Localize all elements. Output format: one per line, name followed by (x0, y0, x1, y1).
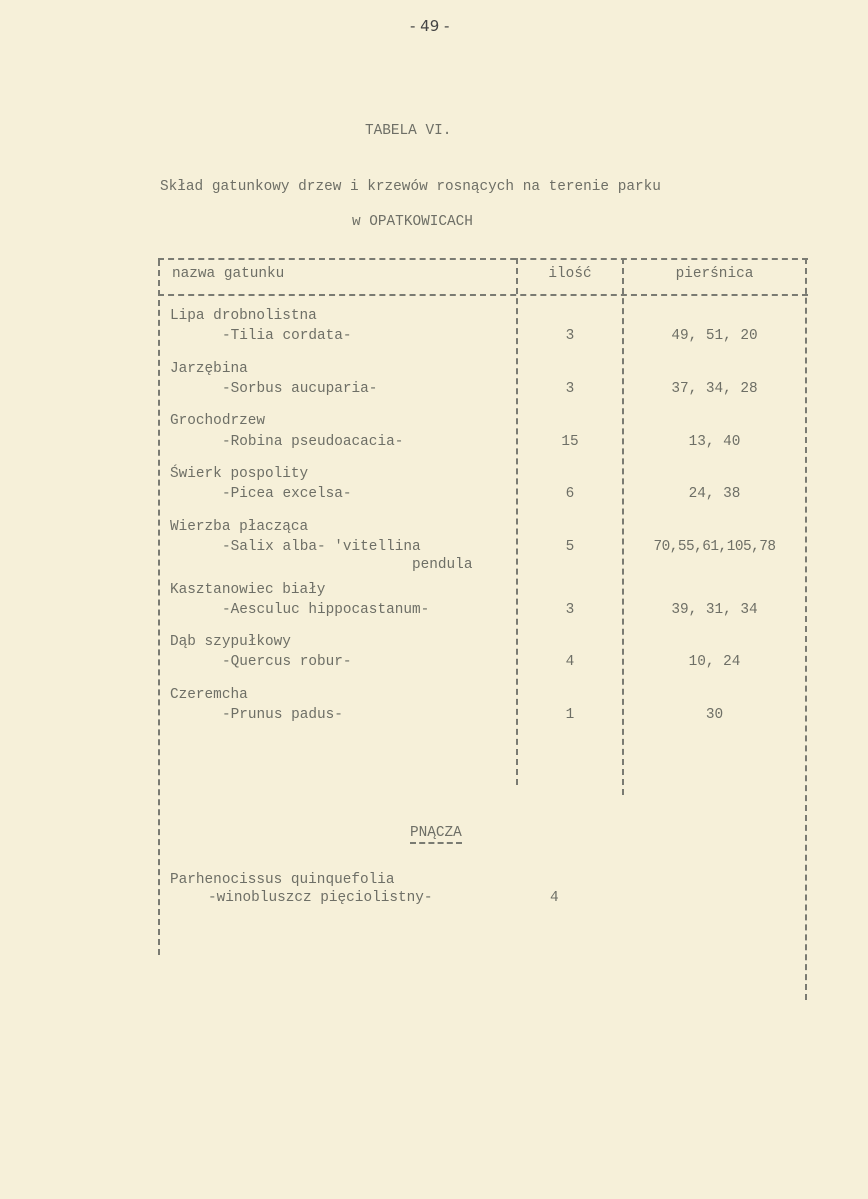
row-dbh: 13, 40 (688, 434, 741, 450)
row-name: Lipa drobnolistna (170, 308, 317, 324)
row-count: 1 (565, 707, 575, 723)
row-latin: -Tilia cordata- (222, 328, 352, 344)
section-heading-climbers: PNĄCZA (410, 826, 462, 844)
row-count: 4 (550, 890, 559, 906)
row-latin-cont: pendula (412, 557, 473, 573)
row-dbh: 49, 51, 20 (671, 328, 758, 344)
table-right-border (805, 258, 807, 1000)
row-latin: -Picea excelsa- (222, 486, 352, 502)
row-count: 5 (565, 539, 575, 555)
row-name: Grochodrzew (170, 413, 265, 429)
row-count: 3 (565, 381, 575, 397)
row-name: Czeremcha (170, 687, 248, 703)
row-dbh: 30 (705, 707, 724, 723)
header-count: ilość (548, 266, 592, 282)
row-dbh: 10, 24 (688, 654, 741, 670)
row-latin: -Salix alba- 'vitellina (222, 539, 421, 555)
row-name: Parhenocissus quinquefolia (170, 872, 395, 888)
table-title: TABELA VI. (365, 123, 452, 139)
row-latin: -Aesculuc hippocastanum- (222, 602, 430, 618)
row-count: 3 (565, 328, 575, 344)
row-latin: -winobluszcz pięciolistny- (208, 890, 433, 906)
table-left-border (158, 260, 160, 955)
row-latin: -Robina pseudoacacia- (222, 434, 404, 450)
row-count: 3 (565, 602, 575, 618)
row-count: 6 (565, 486, 575, 502)
row-count: 4 (565, 654, 575, 670)
header-dbh: pierśnica (675, 266, 754, 282)
row-name: Jarzębina (170, 361, 248, 377)
row-dbh: 70,55,61,105,78 (653, 539, 776, 555)
row-latin: -Quercus robur- (222, 654, 352, 670)
row-name: Świerk pospolity (170, 466, 309, 482)
row-name: Dąb szypułkowy (170, 634, 291, 650)
subtitle-line-1: Skład gatunkowy drzew i krzewów rosnących na terenie parku (160, 179, 661, 195)
row-name: Wierzba płacząca (170, 519, 309, 535)
row-dbh: 39, 31, 34 (671, 602, 758, 618)
header-bottom-rule (158, 294, 808, 296)
header-name: nazwa gatunku (172, 266, 285, 282)
row-dbh: 24, 38 (688, 486, 741, 502)
row-latin: -Sorbus aucuparia- (222, 381, 378, 397)
row-count: 15 (561, 434, 579, 450)
row-name: Kasztanowiec biały (170, 582, 326, 598)
subtitle-line-2: w OPATKOWICACH (352, 214, 473, 230)
row-latin: -Prunus padus- (222, 707, 343, 723)
page-number: - 49 - (410, 17, 450, 35)
row-dbh: 37, 34, 28 (671, 381, 758, 397)
table-top-rule (158, 258, 808, 260)
